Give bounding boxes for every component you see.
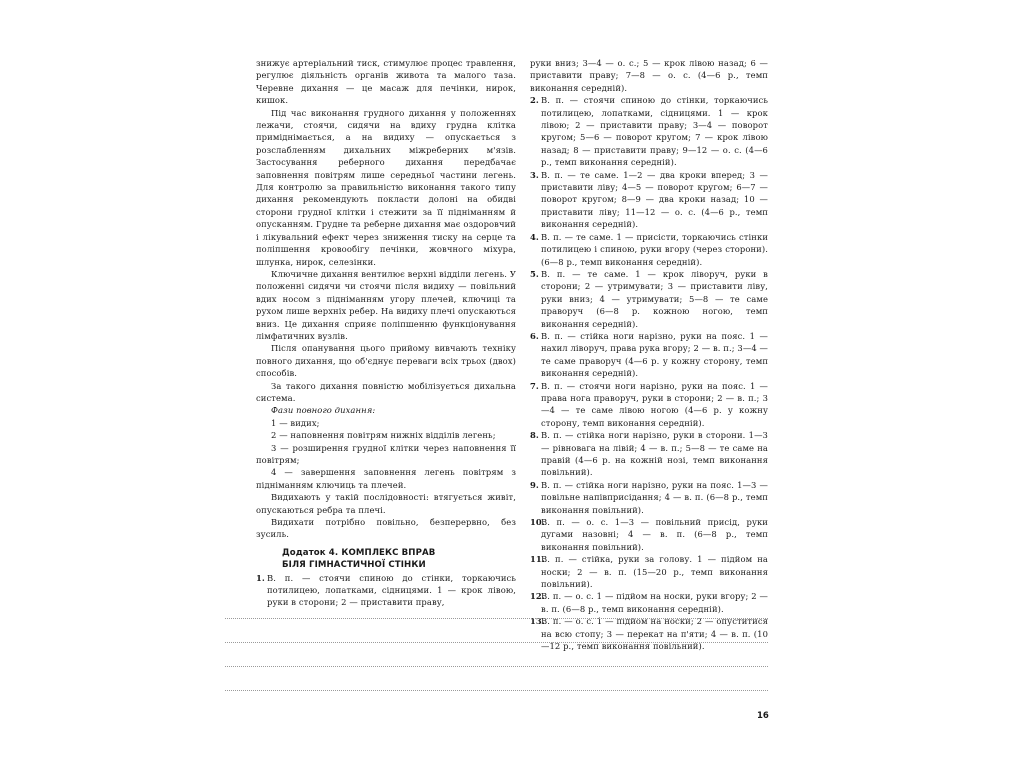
exercise-1-continuation: руки вниз; 3—4 — о. с.; 5 — крок лівою назад; 6 — приставити праву; 7—8 — о. с. (4—6 р., темп виконання середній). bbox=[530, 58, 768, 93]
paragraph-exhale-sequence: Видихають у такій послідовності: втягується живіт, опускаються ребра та плечі. bbox=[256, 492, 516, 515]
note-line bbox=[225, 618, 768, 619]
exercise-text: В. п. — о. с. 1 — підйом на носки, руки вгору; 2 — в. п. (6—8 р., темп виконання середній). bbox=[541, 591, 768, 614]
exercise-item-3 bbox=[530, 169, 768, 231]
exercise-list-left bbox=[256, 572, 516, 609]
exercise-text: В. п. — о. с. 1 — підйом на носки; 2 — опуститися на всю стопу; 3 — перекат на п'яти; 4 — в. п. (10—12 р., темп виконання повільний). bbox=[541, 616, 768, 652]
exercise-text: В. п. — стійка ноги нарізно, руки на пояс. 1—3 — повільне напівприсідання; 4 — в. п. (6—8 р., темп виконання повільний). bbox=[541, 479, 768, 515]
exercise-number: 5. bbox=[530, 268, 539, 279]
exercise-text: В. п. — те саме. 1 — крок ліворуч, руки в сторони; 2 — утримувати; 3 — приставити ліву, руки вниз; 4 — утримувати; 5—8 — те саме праворуч (6—8 р. кожною ногою, темп виконання середній). bbox=[541, 268, 768, 329]
appendix-subheading: БІЛЯ ГІМНАСТИЧНОЇ СТІНКИ bbox=[282, 560, 426, 571]
phases-title: Фази повного дихання: bbox=[271, 405, 376, 416]
exercise-item-9 bbox=[530, 479, 768, 516]
exercise-number: 13. bbox=[530, 616, 545, 627]
exercise-number: 6. bbox=[530, 330, 539, 341]
exercise-item-8 bbox=[530, 429, 768, 479]
right-column bbox=[530, 57, 768, 653]
exercise-item-11 bbox=[530, 553, 768, 590]
phase-item-3: 3 — розширення грудної клітки через наповнення її повітрям; bbox=[256, 442, 516, 465]
exercise-item-2 bbox=[530, 94, 768, 168]
exercise-number: 2. bbox=[530, 95, 539, 106]
exercise-item-10 bbox=[530, 516, 768, 553]
exercise-number: 11. bbox=[530, 554, 545, 565]
paragraph-exhale-manner: Видихати потрібно повільно, безперервно, без зусиль. bbox=[256, 517, 516, 540]
exercise-list-right bbox=[530, 94, 768, 652]
exercise-item-1 bbox=[256, 572, 516, 609]
page-number: 16 bbox=[757, 711, 769, 721]
exercise-text: В. п. — о. с. 1—3 — повільний присід, руки дугами назовні; 4 — в. п. (6—8 р., темп виконання повільний). bbox=[541, 517, 768, 552]
exercise-item-12 bbox=[530, 590, 768, 615]
note-line bbox=[225, 666, 768, 667]
paragraph-clavicular-breathing: Ключичне дихання вентилює верхні відділи легень. У положенні сидячи чи стоячи після видиху — повільний вдих носом з підніманням угору плечей, ключиці та рухом лише верхніх ребер. На видиху плечі опускаються вниз. Це дихання сприяє поліпшенню функціонування лімфатичних вузлів. bbox=[256, 268, 516, 341]
exercise-number: 12. bbox=[530, 591, 545, 602]
note-line bbox=[225, 690, 768, 691]
exercise-number: 8. bbox=[530, 430, 539, 441]
paragraph-full-breathing-mobilization: За такого дихання повністю мобілізується дихальна система. bbox=[256, 380, 516, 403]
exercise-number: 1. bbox=[256, 572, 265, 583]
paragraph-chest-breathing: Під час виконання грудного дихання у положеннях лежачи, стоячи, сидячи на вдиху грудна клітка приміднімається, а на видиху — опускається з розслабленням дихальних міжреберних м'язів. Застосування реберного дихання передбачає заповнення повітрям лише середньої частини легень. Для контролю за правильністю виконання такого типу дихання рекомендують покласти долоні на обидві сторони грудної клітки і стежити за її підніманням й опусканням. Грудне та реберне дихання має оздоровчий і лікувальний ефект через зниження тиску на серце та поліпшення кровообігу печінки, жовчного міхура, шлунка, нирок, селезінки. bbox=[256, 107, 516, 267]
phase-item-1: 1 — видих; bbox=[271, 417, 320, 428]
left-column bbox=[256, 57, 516, 609]
exercise-text: В. п. — стійка ноги нарізно, руки на пояс. 1 — нахил ліворуч, права рука вгору; 2 — в. п.; 3—4 — те саме праворуч (4—6 р. у кожну сторону, темп виконання середній). bbox=[541, 330, 768, 379]
note-line bbox=[225, 642, 768, 643]
exercise-text: В. п. — стійка, руки за голову. 1 — підйом на носки; 2 — в. п. (15—20 р., темп виконання повільний). bbox=[541, 554, 768, 590]
exercise-item-5 bbox=[530, 268, 768, 330]
exercise-number: 9. bbox=[530, 479, 539, 490]
exercise-item-7 bbox=[530, 380, 768, 430]
exercise-number: 7. bbox=[530, 380, 539, 391]
exercise-text: В. п. — стоячи спиною до стінки, торкаючись потилицею, лопатками, сідницями. 1 — крок лівою; 2 — приставити праву; 3—4 — поворот кругом; 5—6 — поворот кругом; 7 — крок лівою назад; 8 — приставити праву; 9—12 — о. с. (4—6 р., темп виконання середній). bbox=[541, 95, 768, 168]
exercise-text: В. п. — стоячи ноги нарізно, руки на пояс. 1 — права нога праворуч, руки в сторони; 2 — в. п.; 3—4 — те саме лівою ногою (4—6 р. у кожну сторону, темп виконання середній). bbox=[541, 380, 768, 428]
exercise-number: 10. bbox=[530, 517, 545, 528]
exercise-item-6 bbox=[530, 330, 768, 380]
exercise-text: В. п. — стоячи спиною до стінки, торкаючись потилицею, лопатками, сідницями. 1 — крок лівою, руки в сторони; 2 — приставити праву, bbox=[267, 572, 516, 608]
phase-item-2: 2 — наповнення повітрям нижніх відділів легень; bbox=[271, 430, 496, 441]
appendix-heading: Додаток 4. КОМПЛЕКС ВПРАВ bbox=[282, 547, 436, 558]
exercise-number: 4. bbox=[530, 231, 539, 242]
notes-lines bbox=[225, 618, 768, 714]
exercise-item-4 bbox=[530, 231, 768, 268]
exercise-text: В. п. — те саме. 1 — присісти, торкаючись стінки потилицею і спиною, руки вгору (через сторони). (6—8 р., темп виконання середній). bbox=[541, 231, 768, 267]
paragraph-full-breathing-intro: Після опанування цього прийому вивчають техніку повного дихання, що об'єднує переваги всіх трьох (двох) способів. bbox=[256, 343, 516, 379]
exercise-text: В. п. — те саме. 1—2 — два кроки вперед; 3 — приставити ліву; 4—5 — поворот кругом; 6—7 — поворот кругом; 8—9 — два кроки назад; 10 — приставити ліву; 11—12 — о. с. (4—6 р., темп виконання середній). bbox=[541, 169, 768, 230]
phase-item-4: 4 — завершення заповнення легень повітрям з підніманням ключиць та плечей. bbox=[256, 467, 516, 490]
exercise-number: 3. bbox=[530, 169, 539, 180]
exercise-text: В. п. — стійка ноги нарізно, руки в сторони. 1—3 — рівновага на лівій; 4 — в. п.; 5—8 — те саме на правій (4—6 р. на кожній нозі, темп виконання повільний). bbox=[541, 430, 768, 478]
paragraph-abdominal-breathing-end: знижує артеріальний тиск, стимулює процес травлення, регулює діяльність органів живота та малого таза. Черевне дихання — це масаж для печінки, нирок, кишок. bbox=[256, 58, 516, 106]
